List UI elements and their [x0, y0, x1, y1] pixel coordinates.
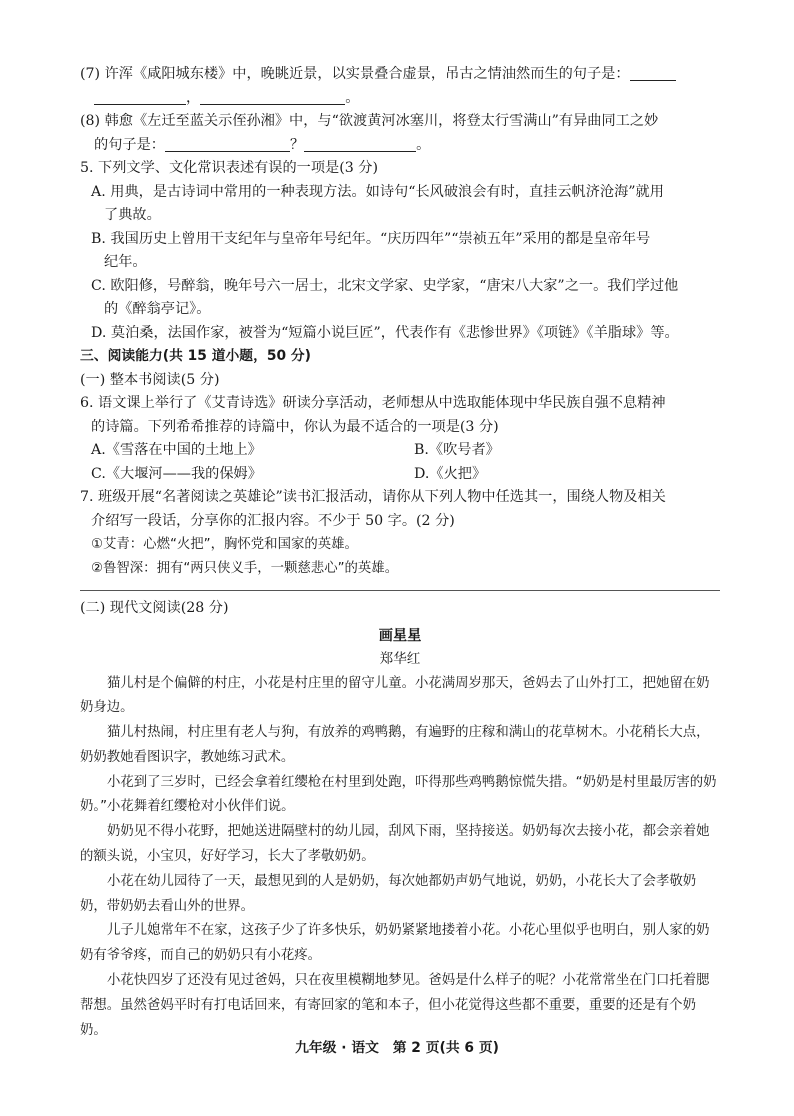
page-footer: 九年级 · 语文 第 2 页(共 6 页): [295, 1040, 499, 1056]
article-author: 郑华红: [379, 651, 421, 667]
option-c-cont: 的《醉翁亭记》。: [104, 301, 211, 317]
question-5-stem: 5. 下列文学、文化常识表述有误的一项是(3 分): [80, 160, 379, 176]
choice-row-1: [80, 439, 720, 463]
article-paragraph: 小花快四岁了还没有见过爸妈，只在夜里模糊地梦见。爸妈是什么样子的呢？小花常常坐在门口托着腮帮想。虽然爸妈平时有打电话回来，有寄回家的笔和本子，但小花觉得这些都不重要，重要的还是有个奶奶。: [80, 973, 710, 1038]
answer-blank[interactable]: [630, 64, 676, 81]
option-a-cont: 了典故。: [104, 207, 161, 223]
question-6-stem: 6. 语文课上举行了《艾青诗选》研读分享活动，老师想从中选取能体现中华民族自强不息精神: [80, 395, 666, 411]
article-paragraph: 猫儿村是个偏僻的村庄，小花是村庄里的留守儿童。小花满周岁那天，爸妈去了山外打工，把她留在奶奶身边。: [80, 675, 710, 716]
answer-blank[interactable]: [304, 135, 416, 152]
option-b: B. 我国历史上曾用干支纪年与皇帝年号纪年。“庆历四年”“崇祯五年”采用的都是皇帝年号: [91, 230, 651, 247]
choice-d[interactable]: D.《火把》: [414, 465, 487, 482]
article-paragraph: 猫儿村热闹，村庄里有老人与狗，有放养的鸡鸭鹅，有遍野的庄稼和满山的花草树木。小花稍长大点，奶奶教她看图识字，教她练习武术。: [80, 725, 710, 765]
article-paragraph: 小花在幼儿园待了一天，最想见到的人是奶奶，每次她都奶声奶气地说，奶奶，小花长大了会孝敬奶奶，带奶奶去看山外的世界。: [80, 873, 697, 914]
choice-b[interactable]: B.《吹号者》: [414, 442, 500, 458]
question-7-stem: 7. 班级开展“名著阅读之英雄论”读书汇报活动，请你从下列人物中任选其一，围绕人物及相关: [80, 489, 666, 505]
fill-8-line1: (8) 韩愈《左迁至蓝关示侄孙湘》中，与“欲渡黄河冰塞川，将登太行雪满山”有异曲同工之妙: [80, 113, 659, 129]
article-body: [80, 672, 720, 1044]
subsection-heading-2: (二) 现代文阅读(28 分): [80, 600, 229, 616]
article-paragraph: 儿子儿媳常年不在家，这孩子少了许多快乐，奶奶紧紧地搂着小花。小花心里似乎也明白，别人家的奶奶有爷爷疼，而自己的奶奶只有小花疼。: [80, 923, 710, 964]
choice-row-2: [80, 463, 720, 487]
option-d: D. 莫泊桑，法国作家，被誉为“短篇小说巨匠”，代表作有《悲惨世界》《项链》《羊脂球》等。: [91, 324, 679, 341]
option-a: A. 用典，是古诗词中常用的一种表现方法。如诗句“长风破浪会有时，直挂云帆济沧海”就用: [91, 183, 664, 200]
question-7-stem-cont: 介绍写一段话，分享你的汇报内容。不少于 50 字。(2 分): [91, 512, 455, 529]
section-divider: [80, 590, 720, 591]
option-c: C. 欧阳修，号醉翁，晚年号六一居士，北宋文学家、史学家，“唐宋八大家”之一。我们学过他: [91, 277, 679, 294]
choice-c[interactable]: C.《大堰河——我的保姆》: [91, 465, 262, 482]
article-title: 画星星: [378, 627, 422, 644]
page-content: [80, 63, 720, 1043]
answer-blank[interactable]: [200, 88, 345, 105]
question-6-stem-cont: 的诗篇。下列希希推荐的诗篇中，你认为最不适合的一项是(3 分): [91, 418, 499, 435]
person-option-1: ①艾青：心燃“火把”，胸怀党和国家的英雄。: [91, 537, 358, 552]
choice-a[interactable]: A.《雪落在中国的土地上》: [91, 442, 262, 458]
person-option-2: ②鲁智深：拥有“两只侠义手，一颗慈悲心”的英雄。: [91, 560, 399, 576]
subsection-heading: (一) 整本书阅读(5 分): [80, 371, 220, 388]
fill-7-line1: (7) 许浑《咸阳城东楼》中，晚眺近景，以实景叠合虚景，吊古之情油然而生的句子是：: [80, 63, 720, 87]
answer-blank[interactable]: [94, 88, 186, 105]
fill-7-line2: ， 。: [80, 87, 720, 111]
section-heading: 三、阅读能力(共 15 道小题，50 分): [80, 348, 311, 364]
option-b-cont: 纪年。: [104, 254, 147, 270]
article-paragraph: 小花到了三岁时，已经会拿着红缨枪在村里到处跑，吓得那些鸡鸭鹅惊慌失措。“奶奶是村里最厉害的奶奶。”小花舞着红缨枪对小伙伴们说。: [80, 774, 717, 815]
article-paragraph: 奶奶见不得小花野，把她送进隔壁村的幼儿园，刮风下雨，坚持接送。奶奶每次去接小花，都会亲着她的额头说，小宝贝，好好学习，长大了孝敬奶奶。: [80, 824, 710, 865]
answer-blank[interactable]: [165, 135, 290, 152]
fill-8-line2: 的句子是： ？ 。: [94, 136, 431, 153]
